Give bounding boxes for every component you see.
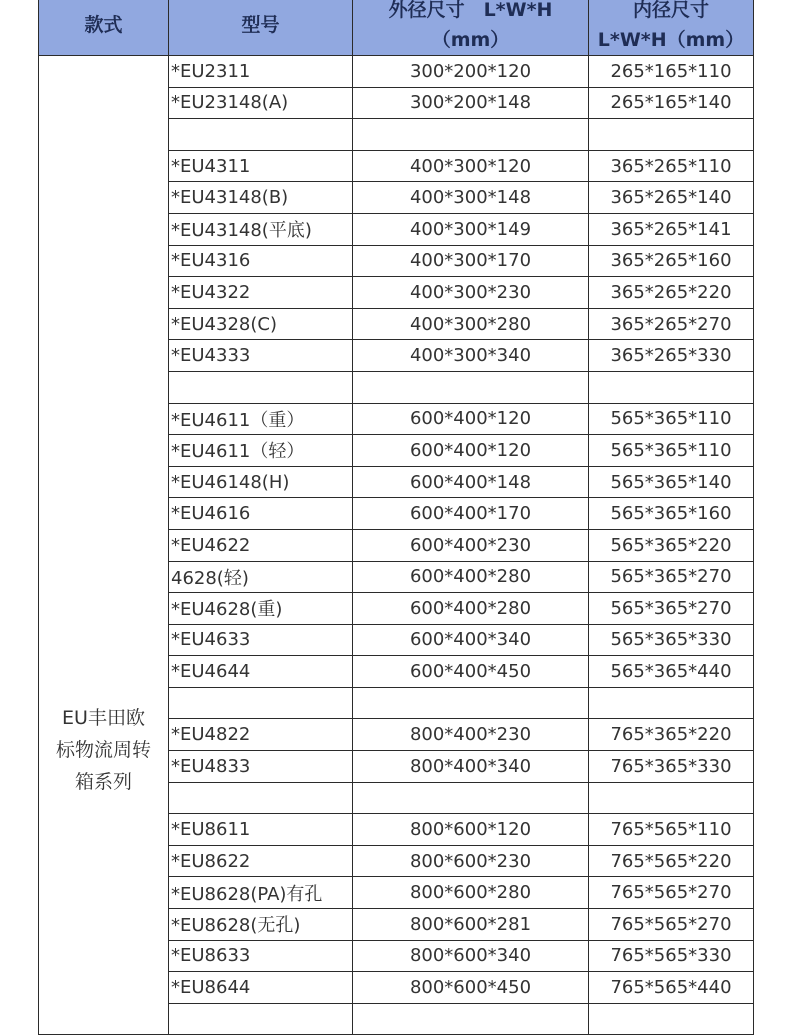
model-cell: *EU4611（轻） (169, 435, 353, 467)
outer-size-cell: 400*300*149 (353, 213, 589, 245)
inner-size-cell: 765*565*270 (589, 909, 754, 941)
model-cell: *EU4328(C) (169, 308, 353, 340)
header-outer-size: 外径尺寸 L*W*H （mm） (353, 0, 589, 56)
outer-size-cell: 600*400*120 (353, 435, 589, 467)
model-cell: *EU4611（重） (169, 403, 353, 435)
inner-size-cell: 765*365*220 (589, 719, 754, 751)
outer-size-cell: 600*400*280 (353, 561, 589, 593)
outer-size-cell: 400*300*148 (353, 182, 589, 214)
inner-size-cell: 365*265*110 (589, 150, 754, 182)
inner-size-cell: 765*565*270 (589, 877, 754, 909)
inner-size-cell: 765*565*330 (589, 940, 754, 972)
table-header-row (39, 0, 754, 56)
model-cell: *EU4616 (169, 498, 353, 530)
outer-size-cell: 800*600*280 (353, 877, 589, 909)
inner-size-cell (589, 371, 754, 403)
outer-size-cell: 400*300*280 (353, 308, 589, 340)
inner-size-cell: 765*365*330 (589, 751, 754, 783)
inner-size-cell: 565*365*110 (589, 403, 754, 435)
model-cell: *EU8622 (169, 845, 353, 877)
outer-size-cell: 600*400*170 (353, 498, 589, 530)
header-style: 款式 (39, 0, 169, 56)
model-cell: *EU8611 (169, 814, 353, 846)
outer-size-cell: 400*300*170 (353, 245, 589, 277)
model-cell: *EU4622 (169, 529, 353, 561)
model-cell: *EU46148(H) (169, 466, 353, 498)
inner-size-cell: 565*365*440 (589, 656, 754, 688)
inner-size-cell: 365*265*140 (589, 182, 754, 214)
outer-size-cell: 600*400*120 (353, 403, 589, 435)
model-cell: *EU8628(无孔) (169, 909, 353, 941)
inner-size-cell: 265*165*110 (589, 56, 754, 88)
inner-size-cell: 565*365*140 (589, 466, 754, 498)
outer-size-cell: 800*600*120 (353, 814, 589, 846)
model-cell: *EU4644 (169, 656, 353, 688)
inner-size-cell: 365*265*270 (589, 308, 754, 340)
model-cell: *EU4633 (169, 624, 353, 656)
outer-size-cell: 600*400*340 (353, 624, 589, 656)
inner-size-cell (589, 782, 754, 814)
table-row (39, 56, 754, 88)
outer-size-cell: 400*300*120 (353, 150, 589, 182)
outer-size-cell: 600*400*148 (353, 466, 589, 498)
outer-size-cell: 600*400*450 (353, 656, 589, 688)
model-cell: *EU43148(B) (169, 182, 353, 214)
inner-size-cell (589, 119, 754, 151)
inner-size-cell: 365*265*220 (589, 277, 754, 309)
inner-size-cell: 565*365*110 (589, 435, 754, 467)
header-model: 型号 (169, 0, 353, 56)
outer-size-cell: 800*600*340 (353, 940, 589, 972)
model-cell (169, 371, 353, 403)
model-cell (169, 782, 353, 814)
inner-size-cell: 565*365*330 (589, 624, 754, 656)
model-cell (169, 1003, 353, 1035)
inner-size-cell (589, 687, 754, 719)
outer-size-cell: 800*600*450 (353, 972, 589, 1004)
model-cell: *EU4822 (169, 719, 353, 751)
inner-size-cell: 765*565*220 (589, 845, 754, 877)
outer-size-cell: 600*400*280 (353, 593, 589, 625)
outer-size-cell (353, 371, 589, 403)
outer-size-cell (353, 687, 589, 719)
outer-size-cell: 300*200*148 (353, 87, 589, 119)
inner-size-cell: 765*565*440 (589, 972, 754, 1004)
outer-size-cell: 800*400*340 (353, 751, 589, 783)
outer-size-cell: 300*200*120 (353, 56, 589, 88)
outer-size-cell: 800*400*230 (353, 719, 589, 751)
inner-size-cell: 565*365*270 (589, 593, 754, 625)
model-cell: *EU4833 (169, 751, 353, 783)
model-cell: *EU4316 (169, 245, 353, 277)
inner-size-cell: 365*265*160 (589, 245, 754, 277)
outer-size-cell (353, 119, 589, 151)
model-cell: *EU2311 (169, 56, 353, 88)
model-cell: *EU23148(A) (169, 87, 353, 119)
outer-size-cell: 400*300*340 (353, 340, 589, 372)
inner-size-cell: 565*365*220 (589, 529, 754, 561)
inner-size-cell (589, 1003, 754, 1035)
inner-size-cell: 265*165*140 (589, 87, 754, 119)
inner-size-cell: 565*365*270 (589, 561, 754, 593)
model-cell: *EU8628(PA)有孔 (169, 877, 353, 909)
inner-size-cell: 365*265*141 (589, 213, 754, 245)
model-cell: *EU43148(平底) (169, 213, 353, 245)
inner-size-cell: 565*365*160 (589, 498, 754, 530)
model-cell: *EU4311 (169, 150, 353, 182)
model-cell (169, 119, 353, 151)
model-cell: *EU4322 (169, 277, 353, 309)
inner-size-cell: 765*565*110 (589, 814, 754, 846)
model-cell: 4628(轻) (169, 561, 353, 593)
outer-size-cell: 800*600*230 (353, 845, 589, 877)
model-cell: *EU4333 (169, 340, 353, 372)
inner-size-cell: 365*265*330 (589, 340, 754, 372)
model-cell: *EU4628(重) (169, 593, 353, 625)
model-cell: *EU8644 (169, 972, 353, 1004)
product-spec-table (38, 0, 754, 1035)
model-cell (169, 687, 353, 719)
outer-size-cell: 800*600*281 (353, 909, 589, 941)
series-name: EU丰田欧标物流周转箱系列 (55, 707, 151, 794)
table-body (39, 56, 754, 1035)
series-name-cell (39, 56, 169, 1035)
outer-size-cell: 400*300*230 (353, 277, 589, 309)
model-cell: *EU8633 (169, 940, 353, 972)
header-inner-size: 内径尺寸 L*W*H（mm） (589, 0, 754, 56)
outer-size-cell: 600*400*230 (353, 529, 589, 561)
outer-size-cell (353, 1003, 589, 1035)
outer-size-cell (353, 782, 589, 814)
